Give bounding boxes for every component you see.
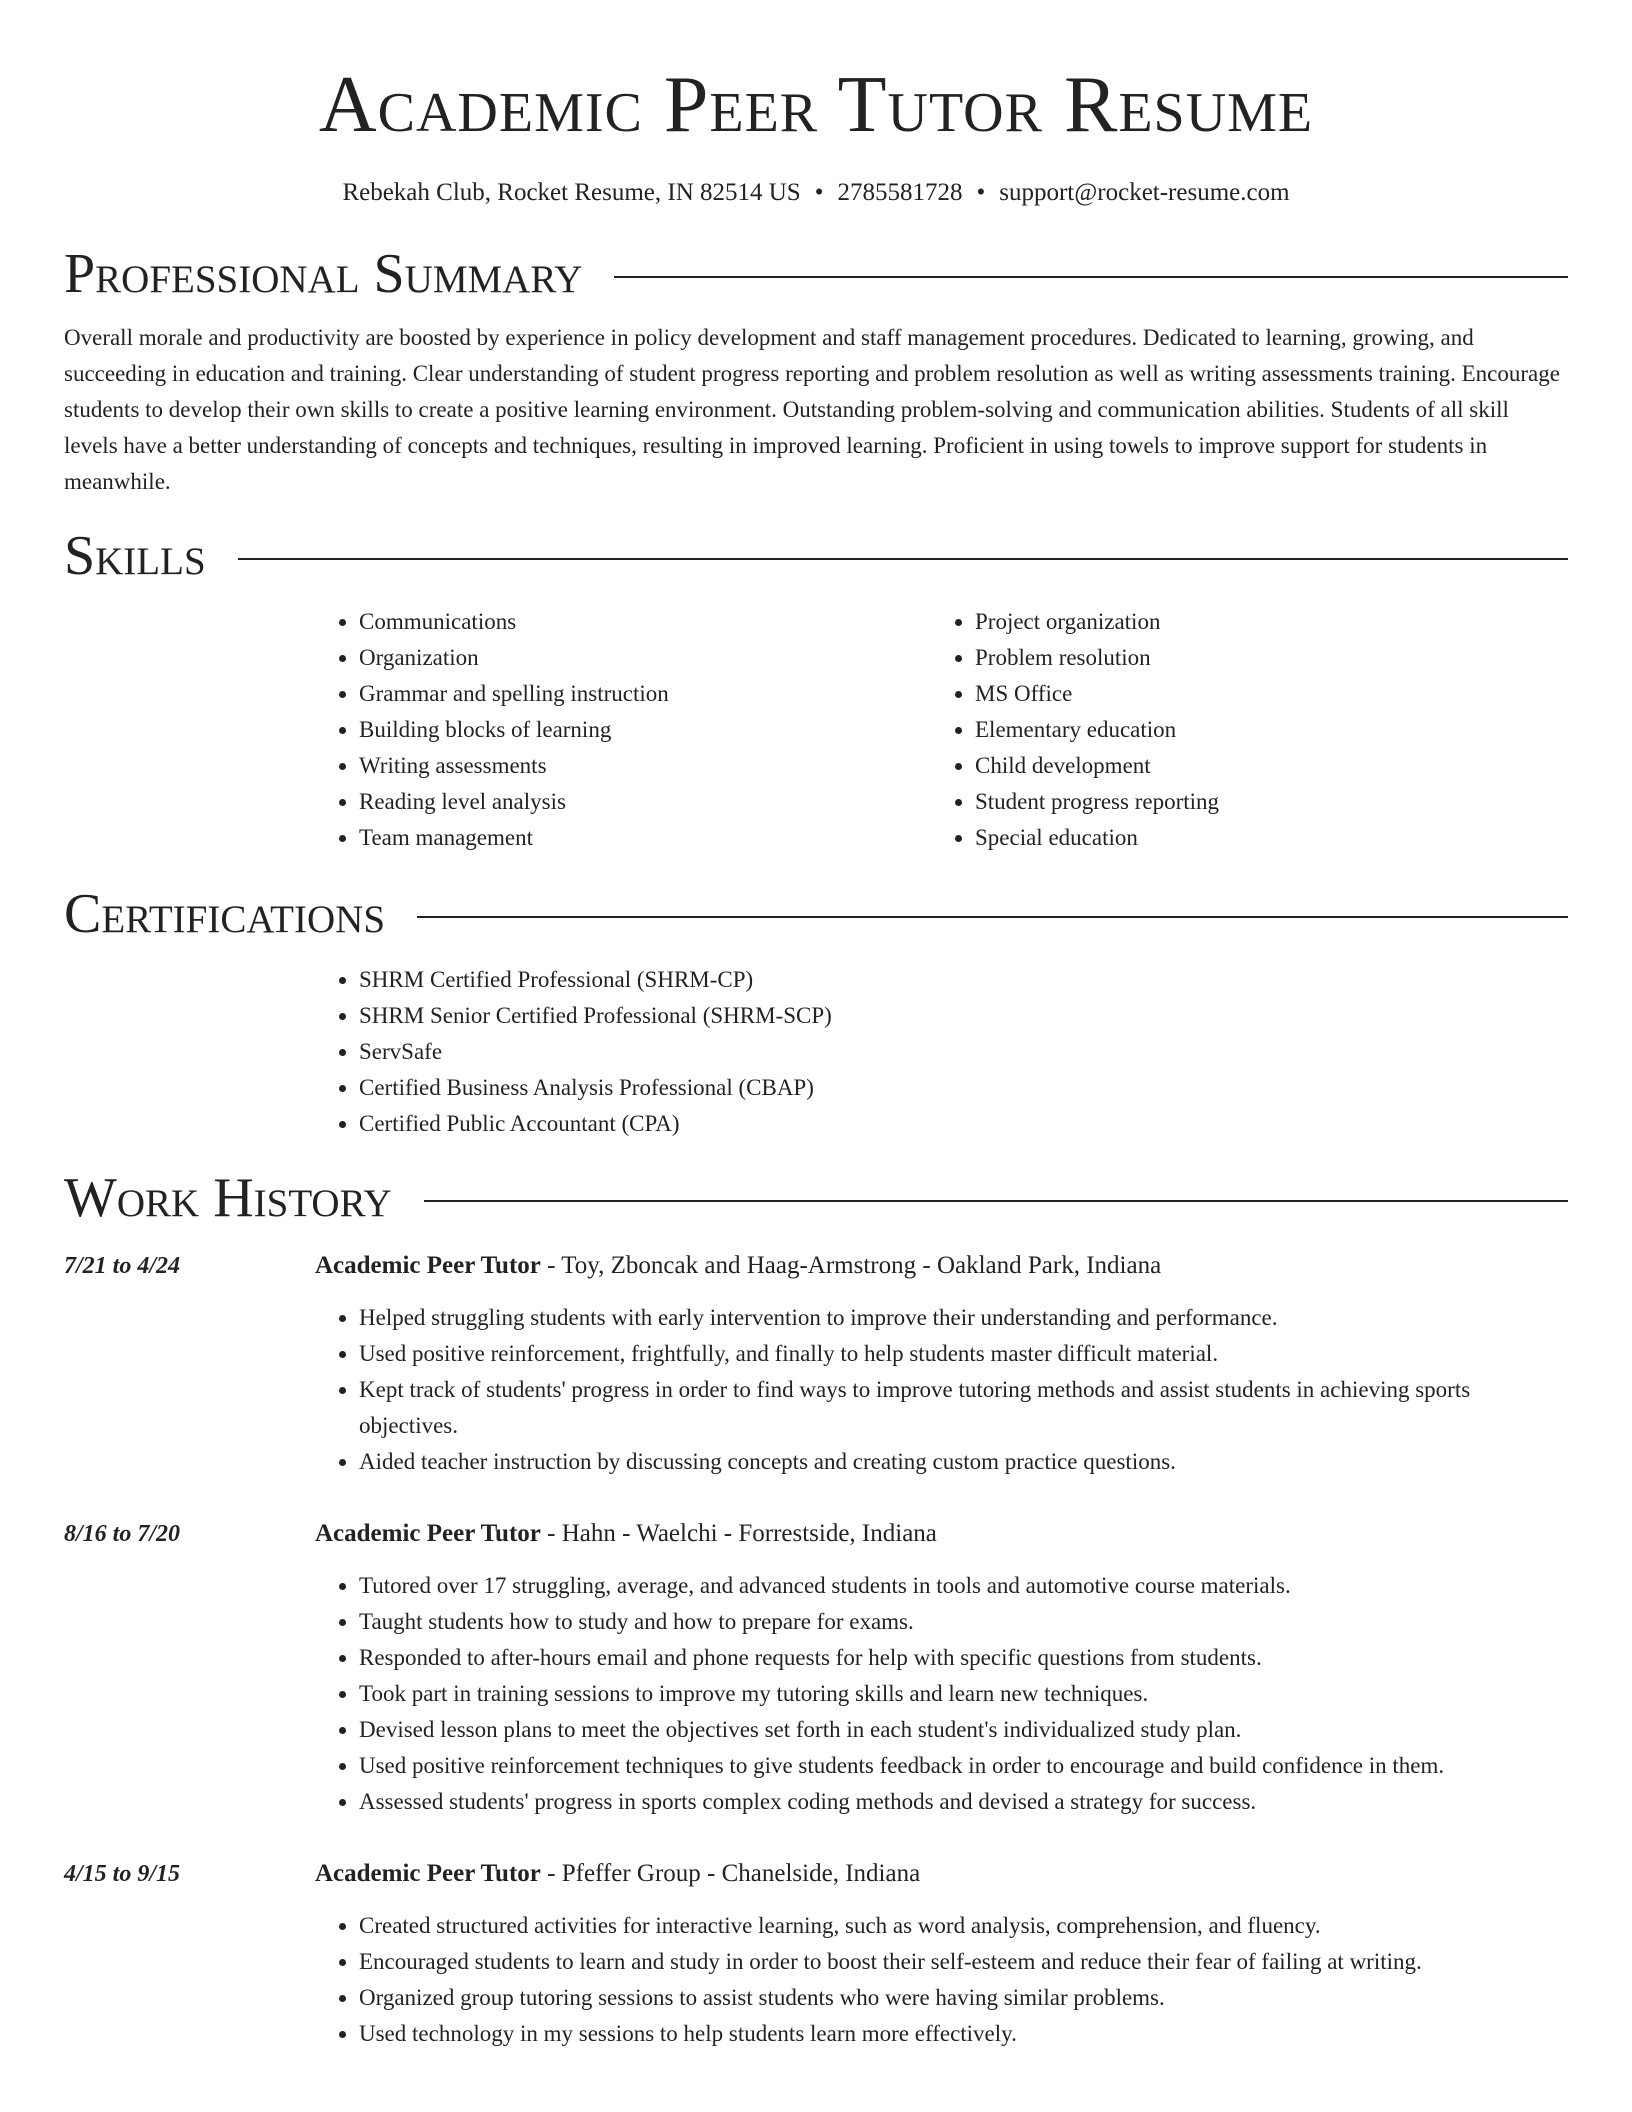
certification-item: • ServSafe bbox=[359, 1034, 1568, 1070]
skill-item: • Elementary education bbox=[975, 712, 1547, 748]
job-employer-location: - Toy, Zboncak and Haag-Armstrong - Oakland Park, Indiana bbox=[540, 1252, 1162, 1279]
job-employer-location: - Pfeffer Group - Chanelside, Indiana bbox=[540, 1860, 921, 1887]
job-bullet: • Encouraged students to learn and study in order to boost their self-esteem and reduce their fear of failing at writing. bbox=[359, 1944, 1568, 1980]
contact-separator: • bbox=[976, 179, 986, 206]
work-history-list bbox=[64, 1248, 1568, 2052]
job-body bbox=[315, 1856, 1568, 2052]
job-role: Academic Peer Tutor bbox=[315, 1860, 541, 1887]
contact-email: support@rocket-resume.com bbox=[999, 179, 1290, 206]
job-bullet: • Responded to after-hours email and phone requests for help with specific questions from students. bbox=[359, 1640, 1568, 1676]
section-divider bbox=[424, 1200, 1568, 1202]
skill-item: • Grammar and spelling instruction bbox=[359, 676, 931, 712]
job-role: Academic Peer Tutor bbox=[315, 1520, 541, 1547]
job-bullets bbox=[315, 1908, 1568, 2052]
section-divider bbox=[614, 276, 1568, 278]
skill-item: • Team management bbox=[359, 820, 931, 856]
skill-item: • Student progress reporting bbox=[975, 784, 1547, 820]
job-bullet: • Helped struggling students with early intervention to improve their understanding and performance. bbox=[359, 1300, 1568, 1336]
skills-columns bbox=[315, 604, 1568, 856]
contact-address: Rebekah Club, Rocket Resume, IN 82514 US bbox=[342, 179, 801, 206]
job-bullet: • Used technology in my sessions to help students learn more effectively. bbox=[359, 2016, 1568, 2052]
skill-item: • MS Office bbox=[975, 676, 1547, 712]
section-divider bbox=[238, 558, 1568, 560]
job-bullet: • Tutored over 17 struggling, average, and advanced students in tools and automotive course materials. bbox=[359, 1568, 1568, 1604]
job-entry bbox=[64, 1856, 1568, 2052]
job-dates: 8/16 to 7/20 bbox=[64, 1521, 181, 1547]
job-heading bbox=[315, 1516, 1568, 1552]
skill-item: • Communications bbox=[359, 604, 931, 640]
job-bullets bbox=[315, 1300, 1568, 1480]
job-bullet: • Took part in training sessions to improve my tutoring skills and learn new techniques. bbox=[359, 1676, 1568, 1712]
certification-item: • Certified Public Accountant (CPA) bbox=[359, 1106, 1568, 1142]
skills-heading: Skills bbox=[64, 525, 206, 587]
job-bullets bbox=[315, 1568, 1568, 1820]
contact-phone: 2785581728 bbox=[837, 179, 963, 206]
job-bullet: • Devised lesson plans to meet the objectives set forth in each student's individualized study plan. bbox=[359, 1712, 1568, 1748]
job-heading bbox=[315, 1856, 1568, 1892]
work-history-section-header bbox=[64, 1166, 1568, 1230]
job-bullet: • Taught students how to study and how to prepare for exams. bbox=[359, 1604, 1568, 1640]
job-bullet: • Used positive reinforcement, frightfully, and finally to help students master difficult material. bbox=[359, 1336, 1568, 1372]
certification-item: • SHRM Senior Certified Professional (SHRM-SCP) bbox=[359, 998, 1568, 1034]
skills-list-left bbox=[315, 604, 931, 856]
section-divider bbox=[417, 916, 1568, 918]
contact-separator: • bbox=[814, 179, 824, 206]
job-bullet: • Organized group tutoring sessions to assist students who were having similar problems. bbox=[359, 1980, 1568, 2016]
job-bullet: • Aided teacher instruction by discussing concepts and creating custom practice questions. bbox=[359, 1444, 1568, 1480]
summary-text: Overall morale and productivity are boosted by experience in policy development and staff management procedures. Dedicated to learning, growing, and succeeding in education and training. Clear understanding of student progress reporting and problem resolution as well as writing assessments training. Encourage students to develop their own skills to create a positive learning environment. Outstanding problem-solving and communication abilities. Students of all skill levels have a better understanding of concepts and techniques, resulting in improved learning. Proficient in using towels to improve support for students in meanwhile. bbox=[64, 325, 1560, 494]
job-role: Academic Peer Tutor bbox=[315, 1252, 541, 1279]
skill-item: • Child development bbox=[975, 748, 1547, 784]
skill-item: • Reading level analysis bbox=[359, 784, 931, 820]
skill-item: • Building blocks of learning bbox=[359, 712, 931, 748]
job-heading bbox=[315, 1248, 1568, 1284]
job-body bbox=[315, 1248, 1568, 1480]
job-entry bbox=[64, 1516, 1568, 1820]
job-employer-location: - Hahn - Waelchi - Forrestside, Indiana bbox=[540, 1520, 937, 1547]
work-history-heading: Work History bbox=[64, 1167, 392, 1229]
job-body bbox=[315, 1516, 1568, 1820]
skill-item: • Organization bbox=[359, 640, 931, 676]
skill-item: • Project organization bbox=[975, 604, 1547, 640]
skills-section-header bbox=[64, 524, 1568, 588]
job-dates: 4/15 to 9/15 bbox=[64, 1861, 181, 1887]
contact-line bbox=[64, 176, 1568, 210]
summary-heading: Professional Summary bbox=[64, 243, 583, 305]
job-bullet: • Kept track of students' progress in order to find ways to improve tutoring methods and assist students in achieving sports objectives. bbox=[359, 1372, 1568, 1444]
job-bullet: • Used positive reinforcement techniques to give students feedback in order to encourage and build confidence in them. bbox=[359, 1748, 1568, 1784]
certifications-section-header bbox=[64, 882, 1568, 946]
resume-title: Academic Peer Tutor Resume bbox=[318, 61, 1314, 149]
job-bullet: • Assessed students' progress in sports complex coding methods and devised a strategy for success. bbox=[359, 1784, 1568, 1820]
certifications-list bbox=[315, 962, 1568, 1142]
certification-item: • Certified Business Analysis Professional (CBAP) bbox=[359, 1070, 1568, 1106]
job-bullet: • Created structured activities for interactive learning, such as word analysis, comprehension, and fluency. bbox=[359, 1908, 1568, 1944]
skills-list-right bbox=[931, 604, 1547, 856]
certifications-heading: Certifications bbox=[64, 883, 386, 945]
job-dates: 7/21 to 4/24 bbox=[64, 1253, 181, 1279]
summary-section-header bbox=[64, 242, 1568, 306]
skill-item: • Problem resolution bbox=[975, 640, 1547, 676]
job-entry bbox=[64, 1248, 1568, 1480]
certification-item: • SHRM Certified Professional (SHRM-CP) bbox=[359, 962, 1568, 998]
skill-item: • Writing assessments bbox=[359, 748, 931, 784]
skill-item: • Special education bbox=[975, 820, 1547, 856]
